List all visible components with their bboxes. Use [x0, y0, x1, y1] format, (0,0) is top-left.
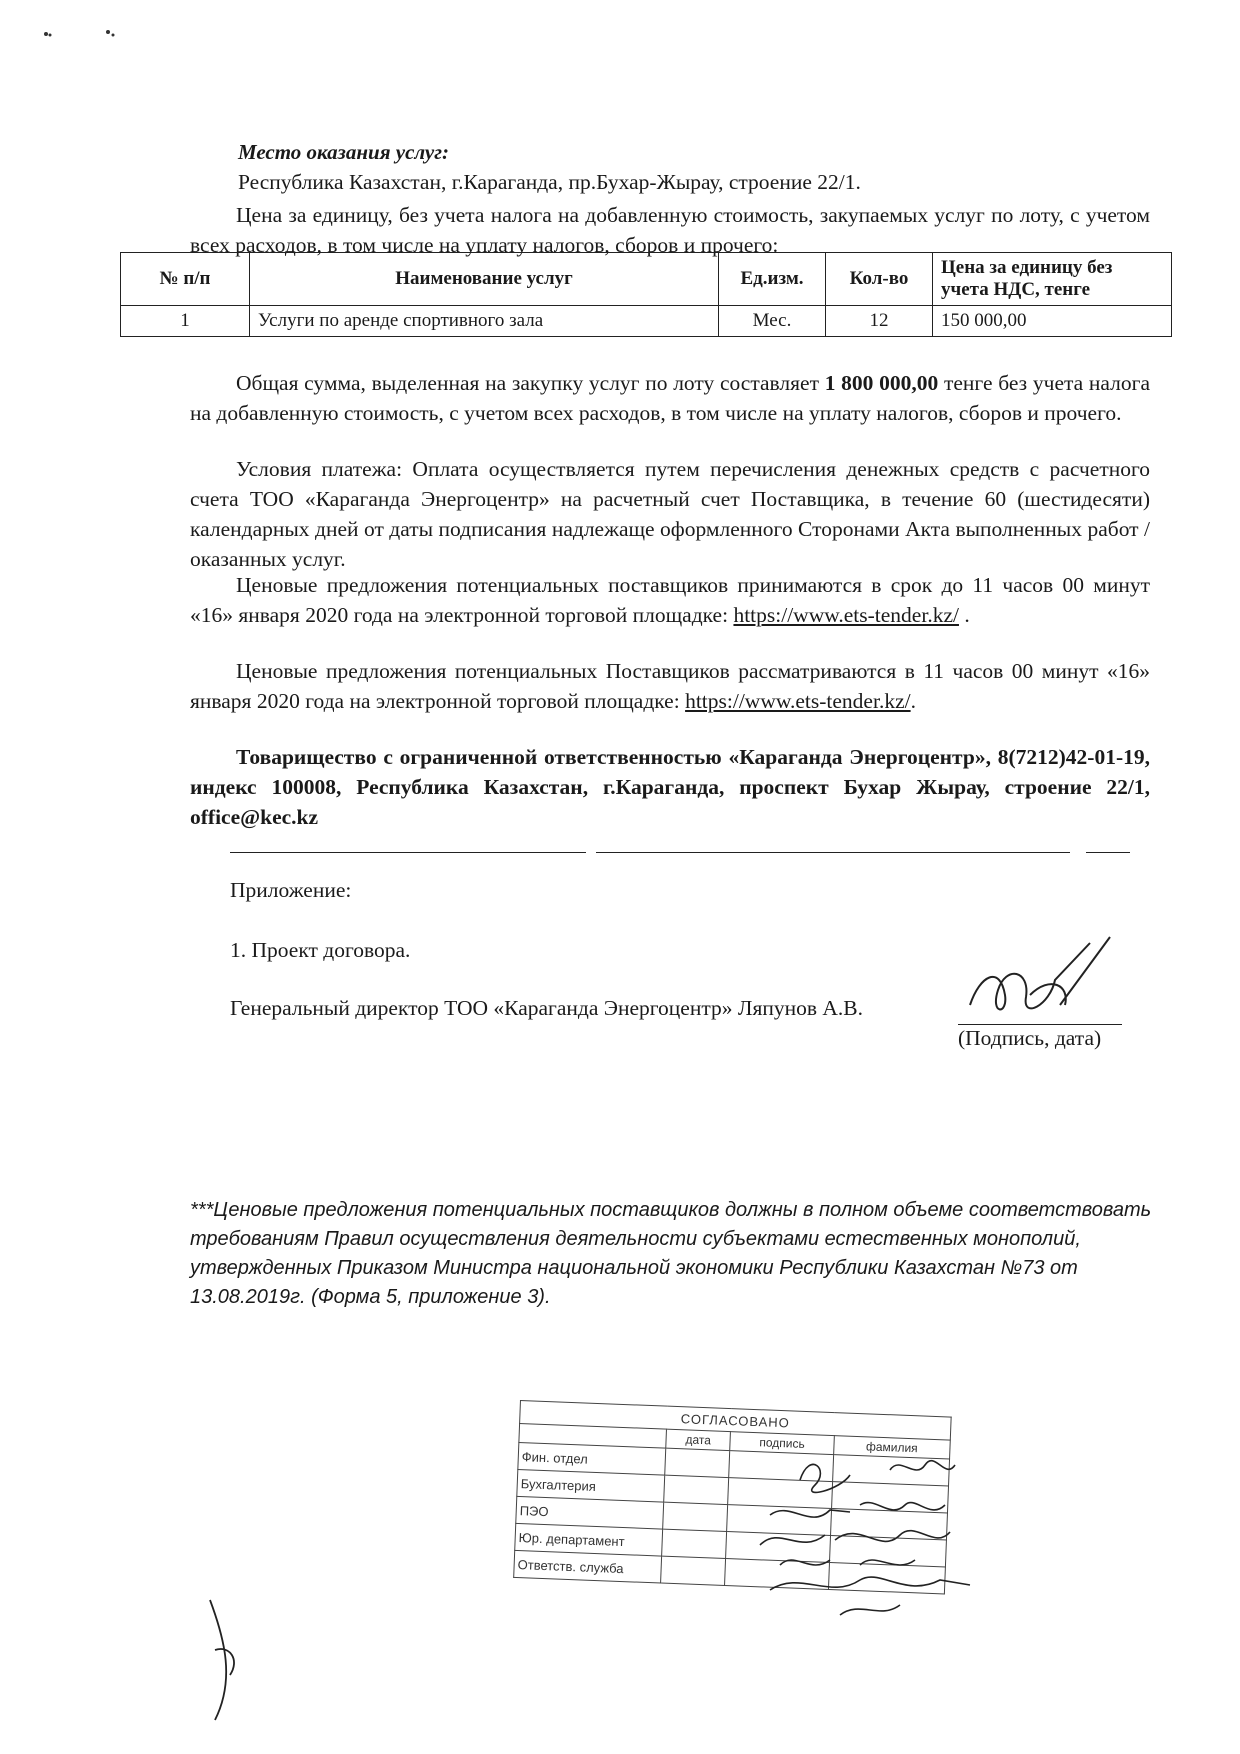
stamp-handwriting — [740, 1440, 1000, 1620]
review-text: Ценовые предложения потенциальных Поставщиков рассматриваются в 11 часов 00 минут «16» января 2020 года на электронной торговой площадке: — [190, 659, 1150, 713]
attachment-item: 1. Проект договора. — [230, 938, 411, 962]
place-address: Республика Казахстан, г.Караганда, пр.Бухар-Жырау, строение 22/1. — [238, 170, 861, 194]
signature-caption: (Подпись, дата) — [958, 1026, 1102, 1050]
table-row — [121, 306, 1172, 337]
margin-initials — [195, 1590, 255, 1730]
deadline-tail: . — [958, 603, 970, 627]
deadline-link[interactable]: https://www.ets-tender.kz/ — [733, 603, 959, 627]
stamp-row-label: ПЭО — [516, 1496, 664, 1529]
cell-unit: Мес. — [719, 306, 826, 337]
review-link[interactable]: https://www.ets-tender.kz/ — [685, 689, 911, 713]
scan-specks — [30, 20, 130, 50]
total-text-before: Общая сумма, выделенная на закупку услуг по лоту составляет — [236, 371, 825, 395]
stamp-row-label: Фин. отдел — [518, 1442, 666, 1475]
deadline-paragraph — [190, 570, 1150, 630]
stamp-col-surname: фамилия — [833, 1436, 950, 1459]
stamp-row-label: Юр. департамент — [515, 1523, 663, 1556]
review-tail: . — [910, 689, 916, 713]
cell-price: 150 000,00 — [933, 306, 1172, 337]
place-heading: Место оказания услуг: — [238, 140, 449, 164]
stamp-title: СОГЛАСОВАНО — [520, 1401, 952, 1441]
separator-line — [1086, 852, 1130, 853]
col-header-price: Цена за единицу без учета НДС, тенге — [933, 253, 1172, 306]
director-signature — [960, 935, 1130, 1030]
total-amount-paragraph — [190, 368, 1150, 428]
stamp-col-date: дата — [666, 1429, 731, 1450]
price-intro: Цена за единицу, без учета налога на добавленную стоимость, закупаемых услуг по лоту, с учетом всех расходов, в том числе на уплату налогов, сборов и прочего: — [190, 203, 1150, 257]
signature-line: Генеральный директор ТОО «Караганда Энергоцентр» Ляпунов А.В. — [230, 996, 864, 1020]
total-text-after: тенге без учета налога на добавленную стоимость, с учетом всех расходов, в том числе на уплату налогов, сборов и прочего. — [190, 371, 1150, 425]
lot-table-header — [121, 253, 1172, 306]
attachment-label: Приложение: — [230, 878, 352, 902]
stamp-row-label: Ответств. служба — [514, 1550, 662, 1583]
payment-terms: Условия платежа: Оплата осуществляется путем перечисления денежных средств с расчетного счета ТОО «Караганда Энергоцентр» на расчетный счет Поставщика, в течение 60 (шестидесяти) календарных дней от даты подписания надлежаще оформленного Сторонами Акта выполненных работ / оказанных услуг. — [190, 457, 1150, 571]
lot-table — [120, 252, 1172, 337]
separator-line — [596, 852, 1070, 853]
col-header-service: Наименование услуг — [250, 253, 719, 306]
total-amount: 1 800 000,00 — [824, 371, 939, 395]
review-paragraph — [190, 656, 1150, 716]
footnote: ***Ценовые предложения потенциальных поставщиков должны в полном объеме соответствовать требованиям Правил осуществления деятельности субъектами естественных монополий, утвержденных Приказом Министра национальной экономики Республики Казахстан №73 от 13.08.2019г. (Форма 5, приложение 3). — [190, 1199, 1152, 1308]
stamp-col-signature: подпись — [730, 1432, 834, 1455]
col-header-unit: Ед.изм. — [719, 253, 826, 306]
col-header-quantity: Кол-во — [826, 253, 933, 306]
stamp-row-label: Бухгалтерия — [517, 1469, 665, 1502]
company-info: Товарищество с ограниченной ответственностью «Караганда Энергоцентр», 8(7212)42-01-19, индекс 100008, Республика Казахстан, г.Караганда, проспект Бухар Жырау, строение 22/1, office@kec.kz — [190, 745, 1150, 829]
cell-quantity: 12 — [826, 306, 933, 337]
cell-number: 1 — [121, 306, 250, 337]
col-header-number: № п/п — [121, 253, 250, 306]
deadline-text: Ценовые предложения потенциальных поставщиков принимаются в срок до 11 часов 00 минут «16» января 2020 года на электронной торговой площадке: — [190, 573, 1150, 627]
cell-service: Услуги по аренде спортивного зала — [250, 306, 719, 337]
separator-line — [230, 852, 586, 853]
